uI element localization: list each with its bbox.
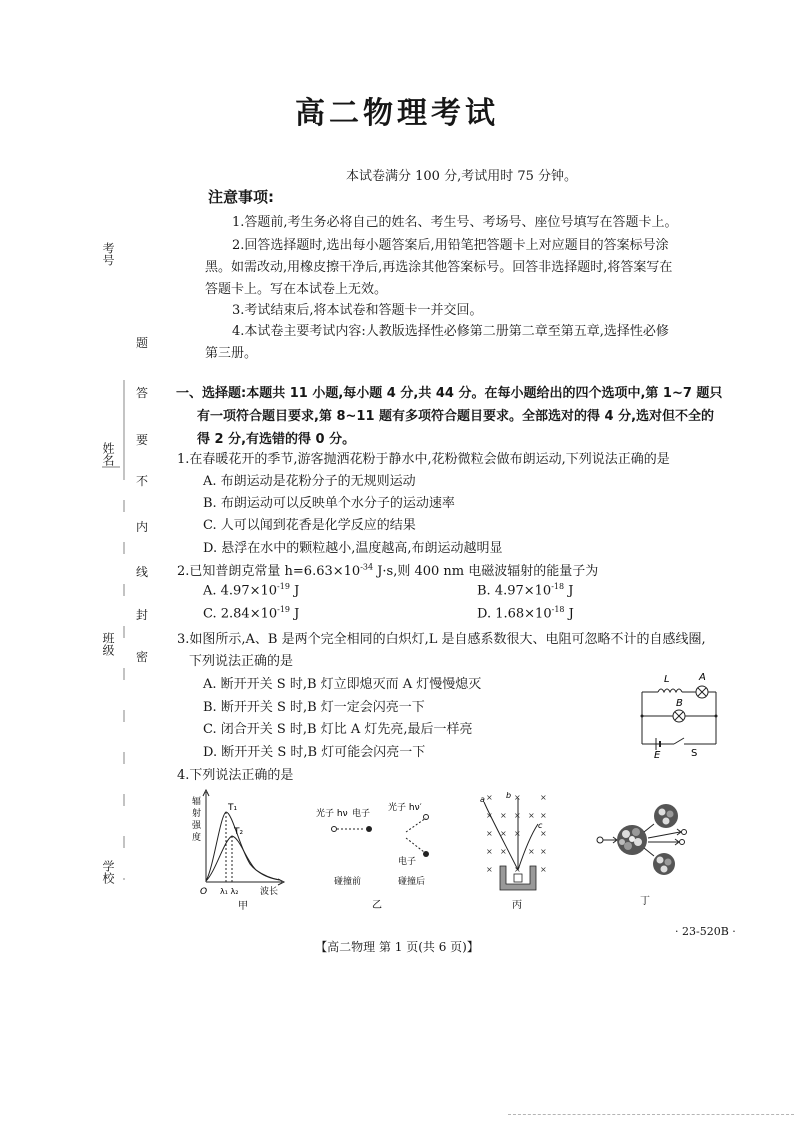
svg-text:×: × — [500, 829, 507, 838]
svg-text:×: × — [514, 829, 521, 838]
axis-label: 射 — [192, 809, 202, 819]
fragment — [653, 853, 675, 875]
svg-text:×: × — [486, 811, 493, 820]
xingming-label: 姓名 — [101, 442, 115, 466]
seal-char: 封 — [136, 608, 149, 622]
axis-label: 度 — [192, 833, 202, 843]
figure-caption: 丁 — [640, 896, 650, 907]
seal-char: 密 — [136, 650, 149, 664]
seal-char: 不 — [136, 474, 149, 488]
question-stem: 3.如图所示,A、B 是两个完全相同的白炽灯,L 是自感系数很大、电阻可忽略不计的自感线圈, — [177, 632, 706, 647]
trace-label: c — [538, 821, 543, 830]
fragment — [654, 804, 678, 828]
svg-text:×: × — [486, 847, 493, 856]
label-L: L — [664, 674, 670, 685]
svg-text:×: × — [540, 865, 547, 874]
before-label: 碰撞前 — [334, 877, 362, 887]
question-stem: 4.下列说法正确的是 — [177, 768, 294, 783]
label-B: B — [676, 698, 683, 709]
label-E: E — [654, 750, 661, 758]
trace-label: a — [480, 795, 485, 804]
notice-line: 黑。如需改动,用橡皮擦干净后,再选涂其他答案标号。回答非选择题时,将答案写在 — [205, 260, 673, 275]
xuexiao-label: 学校 — [101, 860, 115, 884]
banji-label: 班级 — [101, 632, 115, 656]
curve-label-t2: T₂ — [234, 827, 244, 837]
svg-text:×: × — [528, 811, 535, 820]
figure-caption: 甲 — [238, 901, 248, 912]
trace-label: b — [506, 791, 512, 800]
svg-text:×: × — [540, 847, 547, 856]
option: B. 断开开关 S 时,B 灯一定会闪亮一下 — [203, 700, 425, 715]
curve-label-t1: T₁ — [228, 803, 238, 813]
notice-line: 3.考试结束后,将本试卷和答题卡一并交回。 — [232, 303, 483, 318]
page-title: 高二物理考试 — [295, 96, 499, 131]
section-instruction: 有一项符合题目要求,第 8~11 题有多项符合题目要求。全部选对的得 4 分,选对但不全的 — [197, 409, 715, 424]
figure-bing-magnetic-field — [476, 786, 560, 912]
question-stem: 2.已知普朗克常量 $h=6.63\times 10^{-34}$ J·s,则 400 nm 电磁波辐射的能量子为 — [177, 562, 599, 579]
electron-out-label: 电子 — [398, 857, 417, 867]
notice-line: 1.答题前,考生务必将自己的姓名、考生号、考场号、座位号填写在答题卡上。 — [232, 215, 678, 230]
option: B. 布朗运动可以反映单个水分子的运动速率 — [203, 496, 455, 511]
electron-in-label: 电子 — [352, 809, 371, 819]
nucleus — [617, 825, 647, 855]
exam-code: · 23-520B · — [675, 925, 736, 938]
option: A. $4.97\times 10^{-19}$ J — [203, 582, 300, 599]
kaohao-label: 考号 — [101, 242, 115, 266]
question-stem: 下列说法正确的是 — [189, 654, 294, 669]
section-instruction: 一、选择题:本题共 11 小题,每小题 4 分,共 44 分。在每小题给出的四个选项中,第 1~7 题只 — [176, 386, 723, 401]
option: C. 闭合开关 S 时,B 灯比 A 灯先亮,最后一样亮 — [203, 722, 473, 737]
notice-line: 2.回答选择题时,选出每小题答案后,用铅笔把答题卡上对应题目的答案标号涂 — [232, 238, 669, 253]
photon-out-label: 光子 hν′ — [388, 803, 422, 813]
after-label: 碰撞后 — [398, 877, 426, 887]
svg-text:×: × — [540, 793, 547, 802]
option: D. $1.68\times 10^{-18}$ J — [477, 605, 574, 622]
svg-text:×: × — [486, 829, 493, 838]
binding-line — [96, 380, 156, 900]
label-S: S — [691, 748, 698, 758]
option: D. 断开开关 S 时,B 灯可能会闪亮一下 — [203, 745, 426, 760]
figure-ding-fission — [592, 792, 702, 912]
svg-text:×: × — [514, 811, 521, 820]
notice-line: 答题卡上。写在本试卷上无效。 — [205, 282, 388, 297]
svg-text:×: × — [528, 847, 535, 856]
lambda-labels: λ₁ λ₂ — [220, 887, 239, 896]
figure-caption: 乙 — [372, 900, 382, 911]
figure-yi-compton — [312, 796, 442, 912]
origin-label: O — [200, 887, 208, 897]
seal-char: 内 — [136, 520, 149, 534]
notice-line: 4.本试卷主要考试内容:人教版选择性必修第二册第二章至第五章,选择性必修 — [232, 324, 669, 339]
photon-in-label: 光子 hν — [316, 809, 348, 819]
axis-label: 强 — [192, 821, 202, 831]
option: A. 布朗运动是花粉分子的无规则运动 — [203, 474, 416, 489]
option: D. 悬浮在水中的颗粒越小,温度越高,布朗运动越明显 — [203, 541, 503, 556]
svg-text:×: × — [540, 829, 547, 838]
figure-jia-blackbody — [190, 786, 290, 912]
section-instruction: 得 2 分,有选错的得 0 分。 — [197, 432, 356, 447]
axis-label: 辐 — [192, 797, 202, 807]
page-footer: 【高二物理 第 1 页(共 6 页)】 — [315, 940, 479, 954]
option: C. 人可以闻到花香是化学反应的结果 — [203, 518, 416, 533]
svg-text:×: × — [540, 811, 547, 820]
exam-info: 本试卷满分 100 分,考试用时 75 分钟。 — [346, 169, 578, 184]
svg-text:×: × — [500, 847, 507, 856]
seal-char: 答 — [136, 386, 149, 400]
svg-text:×: × — [486, 793, 493, 802]
option: C. $2.84\times 10^{-19}$ J — [203, 605, 300, 622]
circuit-diagram — [636, 664, 726, 758]
svg-text:×: × — [500, 811, 507, 820]
svg-text:×: × — [514, 793, 521, 802]
label-A: A — [699, 672, 706, 683]
seal-char: 线 — [136, 565, 149, 579]
bottom-dashed-line — [508, 1114, 794, 1115]
svg-text:×: × — [486, 865, 493, 874]
notice-line: 第三册。 — [205, 346, 258, 361]
option: B. $4.97\times 10^{-18}$ J — [477, 582, 574, 599]
seal-char: 题 — [136, 336, 149, 350]
figure-caption: 丙 — [512, 900, 522, 911]
axis-label: 波长 — [260, 887, 279, 897]
notice-heading: 注意事项: — [208, 188, 274, 206]
svg-text:×: × — [514, 865, 521, 874]
option: A. 断开开关 S 时,B 灯立即熄灭而 A 灯慢慢熄灭 — [203, 677, 482, 692]
seal-char: 要 — [136, 433, 149, 447]
question-stem: 1.在春暖花开的季节,游客抛洒花粉于静水中,花粉微粒会做布朗运动,下列说法正确的是 — [177, 452, 670, 467]
